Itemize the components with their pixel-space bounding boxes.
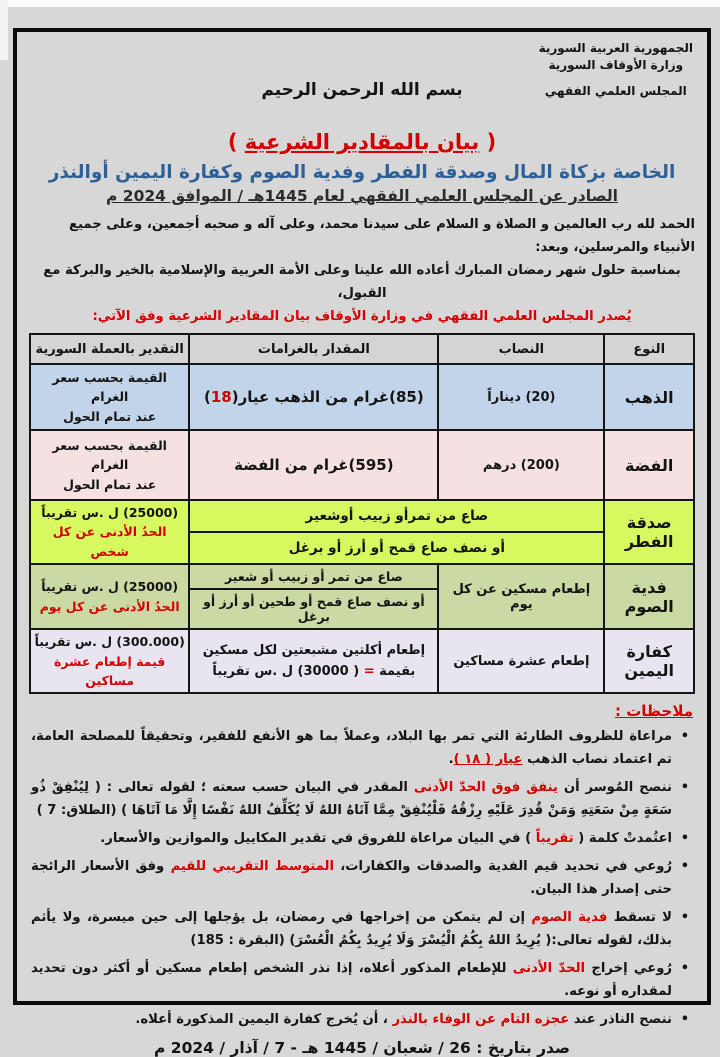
- sawm-syp-cell: [30, 564, 189, 629]
- note-bullet-4: [31, 855, 689, 901]
- table-row-gold: [30, 364, 694, 430]
- notes-heading: ملاحظات :: [614, 702, 693, 721]
- note-bullet-5: [31, 906, 689, 952]
- bullet-dot-icon: •: [680, 1012, 689, 1028]
- yamin-measure-cell: [189, 629, 438, 693]
- note-bullet-1: [31, 725, 689, 771]
- note-bullet-6: [31, 957, 689, 1003]
- silver-type-cell: الفضة: [604, 430, 694, 500]
- bullet-dot-icon: •: [680, 910, 689, 926]
- document-frame: [13, 28, 711, 1057]
- header-syp: التقدير بالعملة السورية: [30, 334, 189, 364]
- main-title-paren-close: ): [227, 130, 245, 154]
- issued-line: الصادر عن المجلس العلمي الفقهي لعام 1445هـ / الموافق 2024 م: [106, 187, 618, 205]
- sawm-syp-note: الحدُ الأدنى عن كل يوم: [39, 598, 180, 614]
- silver-syp-cell: [30, 430, 189, 500]
- gold-nisab-cell: (20) ديناراً: [438, 364, 604, 430]
- sawm-syp-value: (25000) ل .س تقريباً: [41, 579, 179, 595]
- document-header: [29, 38, 695, 120]
- fitr-measure-cell: [189, 500, 604, 564]
- subtitle: الخاصة بزكاة المال وصدقة الفطر وفدية الصوم وكفارة اليمين أوالنذر: [48, 162, 676, 183]
- table-row-fitr: [30, 500, 694, 564]
- bullet-dot-icon: •: [680, 780, 689, 796]
- note-text-6: رُوعي إخراج الحدّ الأدنى للإطعام المذكور أعلاه، إذا نذر الشخص إطعام مسكين أو أكثر دون تحديد لمقداره أو نوعه.: [31, 961, 673, 1000]
- intro-line-3: يُصدر المجلس العلمي الفقهي في وزارة الأوقاف بيان المقادير الشرعية وفق الآتي:: [92, 309, 632, 324]
- silver-syp-line1: القيمة بحسب سعر الغرام: [52, 437, 167, 473]
- silver-syp-line2: عند تمام الحول: [63, 476, 157, 492]
- table-row-yamin: [30, 629, 694, 693]
- table-row-sawm: [30, 564, 694, 629]
- measures-table: [29, 333, 695, 694]
- yamin-nisab-cell: إطعام عشرة مساكين: [438, 629, 604, 693]
- org-line-council: المجلس العلمي الفقهي: [544, 84, 687, 98]
- sawm-measure-line2: أو نصف صاع قمح أو طحين أو أرز أو برغل: [203, 594, 425, 625]
- fitr-measure-line2: أو نصف صاع قمح أو أرز أو برغل: [288, 540, 506, 557]
- fitr-syp-value: (25000) ل .س تقريباً: [41, 505, 179, 520]
- yamin-measure-line2: بقيمة = ( 30000) ل .س تقريباً: [212, 664, 416, 680]
- gold-syp-cell: [30, 364, 189, 430]
- page-side-margin: [0, 0, 8, 60]
- note-bullet-3: [31, 827, 689, 850]
- note-text-2: ننصح المُوسر أن ينفق فوق الحدّ الأدنى المقدر في البيان حسب سعته ؛ لقوله تعالى : ( لِيُنْفِقْ ذُو سَعَةٍ مِنْ سَعَتِهِ وَمَنْ قُدِرَ عَلَيْهِ رِزْقُهُ فَلْيُنْفِقْ مِمَّا آتَاهُ اللهُ لَا يُكَلِّفُ اللهُ نَفْسًا إِلَّا مَا آتَاهَا ) (الطلاق: 7 ): [31, 780, 672, 819]
- bullet-dot-icon: •: [680, 729, 689, 745]
- sawm-nisab-cell: إطعام مسكين عن كل يوم: [438, 564, 604, 629]
- table-header-row: [30, 334, 694, 364]
- silver-nisab-cell: (200) درهم: [438, 430, 604, 500]
- gold-syp-line1: القيمة بحسب سعر الغرام: [52, 369, 167, 405]
- sawm-measure-cell: [189, 564, 438, 629]
- issue-date: صدر بتاريخ : 26 / شعبان / 1445 هـ - 7 / آذار / 2024 م: [154, 1039, 570, 1057]
- gold-type-cell: الذهب: [604, 364, 694, 430]
- page-top-margin: [0, 0, 720, 7]
- main-title-paren-open: (: [479, 130, 497, 154]
- header-nisab: النصاب: [438, 334, 604, 364]
- notes-list: [29, 725, 695, 1031]
- bullet-dot-icon: •: [680, 831, 689, 847]
- note-bullet-2: [31, 776, 689, 822]
- gold-grams-cell: (85)غرام من الذهب عيار(18): [189, 364, 438, 430]
- intro-line-1: الحمد لله رب العالمين و الصلاة و السلام على سيدنا محمد، وعلى آله و صحبه أجمعين، وعلى جميع الأنبياء والمرسلين، وبعد:: [68, 217, 695, 255]
- fitr-type-cell: صدقة الفطر: [604, 500, 694, 564]
- intro-paragraph: [29, 213, 695, 328]
- sawm-type-cell: فدية الصوم: [604, 564, 694, 629]
- note-text-5: لا تسقط فدية الصوم إن لم يتمكن من إخراجها في رمضان، بل يؤجلها إلى حين ميسرة، ولا يأثم بذلك، لقوله تعالى:( يُرِيدُ اللهُ بِكُمُ الْيُسْرَ وَلَا يُرِيدُ بِكُمُ الْعُسْرَ) (البقرة : 185): [31, 910, 672, 949]
- note-text-4: رُوعي في تحديد قيم الفدية والصدقات والكفارات، المتوسط التقريبي للقيم وفق الأسعار الرائجة حتى إصدار هذا البيان.: [31, 859, 673, 898]
- fitr-syp-note: الحدُ الأدنى عن كل شخص: [52, 524, 167, 559]
- note-text-3: اعتُمدتْ كلمة ( تقريباً ) في البيان مراعاة للفروق في تقدير المكاييل والموازين والأسعار.: [100, 831, 672, 847]
- note-text-7: ننصح الناذر عند عجزه التام عن الوفاء بالنذر ، أن يُخرج كفارة اليمين المذكورة أعلاه.: [135, 1012, 672, 1028]
- table-row-silver: [30, 430, 694, 500]
- gold-syp-line2: عند تمام الحول: [63, 408, 157, 424]
- org-line-ministry: وزارة الأوقاف السورية: [548, 58, 684, 72]
- main-title-text: بيان بالمقادير الشرعية: [244, 130, 480, 154]
- main-title: [29, 130, 695, 154]
- bullet-dot-icon: •: [680, 961, 689, 977]
- basmala: بسم الله الرحمن الرحيم: [261, 80, 463, 100]
- yamin-syp-value: (300.000) ل .س تقريباً: [34, 634, 185, 650]
- bullet-dot-icon: •: [680, 859, 689, 875]
- yamin-measure-line1: إطعام أكلتين مشبعتين لكل مسكين: [202, 643, 426, 659]
- fitr-measure-line1: صاع من تمرأو زبيب أوشعير: [190, 501, 603, 533]
- yamin-syp-cell: [30, 629, 189, 693]
- note-text-1: مراعاة للظروف الطارئة التي تمر بها البلاد، وعملاً بما هو الأنفع للفقير، وتحقيقاً للمصلحة العامة، تم اعتماد نصاب الذهب عيار ( ١٨ ).: [31, 729, 672, 768]
- yamin-type-cell: كفارة اليمين: [604, 629, 694, 693]
- header-grams: المقدار بالغرامات: [189, 334, 438, 364]
- sawm-measure-line1: صاع من تمر أو زبيب أو شعير: [190, 565, 437, 590]
- silver-grams-cell: (595)غرام من الفضة: [189, 430, 438, 500]
- intro-line-2: بمناسبة حلول شهر رمضان المبارك أعاده الله علينا وعلى الأمة العربية والإسلامية بالخير والبركة مع القبول،: [43, 263, 681, 301]
- fitr-syp-cell: [30, 500, 189, 564]
- note-bullet-7: [31, 1008, 689, 1031]
- org-line-republic: الجمهورية العربية السورية: [538, 41, 693, 55]
- yamin-syp-note: قيمة إطعام عشرة مساكين: [54, 653, 166, 688]
- header-type: النوع: [604, 334, 694, 364]
